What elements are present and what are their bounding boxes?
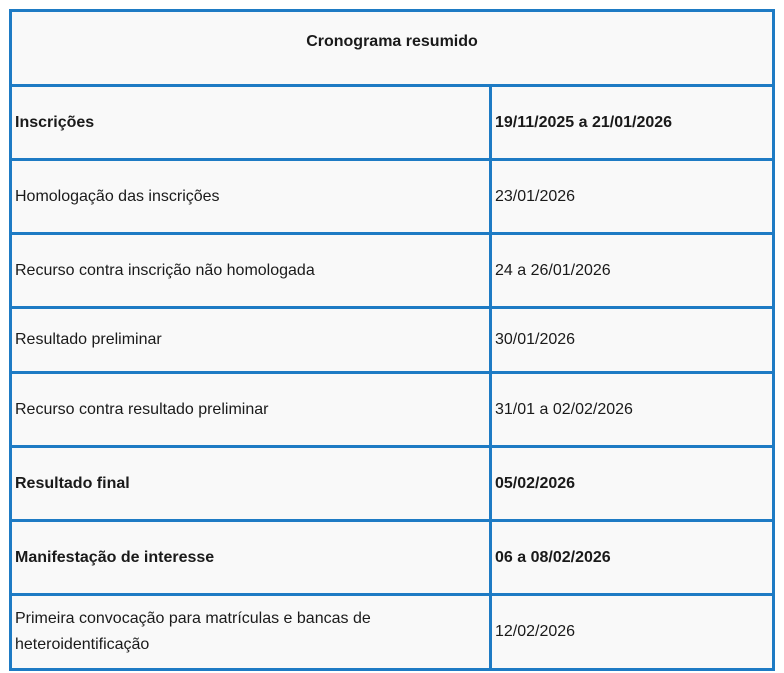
table-row — [11, 86, 774, 160]
table-row — [11, 521, 774, 595]
date-cell: 06 a 08/02/2026 — [491, 521, 774, 595]
date-cell: 31/01 a 02/02/2026 — [491, 373, 774, 447]
event-cell: Homologação das inscrições — [11, 160, 491, 234]
table-row — [11, 308, 774, 373]
date-cell: 30/01/2026 — [491, 308, 774, 373]
date-cell: 24 a 26/01/2026 — [491, 234, 774, 308]
event-cell: Manifestação de interesse — [11, 521, 491, 595]
event-cell: Recurso contra inscrição não homologada — [11, 234, 491, 308]
event-cell: Inscrições — [11, 86, 491, 160]
event-cell: Resultado final — [11, 447, 491, 521]
schedule-table — [9, 9, 775, 671]
date-cell: 19/11/2025 a 21/01/2026 — [491, 86, 774, 160]
table-row — [11, 234, 774, 308]
table-row — [11, 595, 774, 670]
event-cell: Resultado preliminar — [11, 308, 491, 373]
table-title-row — [11, 11, 774, 86]
event-cell: Primeira convocação para matrículas e bancas de heteroidentificação — [11, 595, 491, 670]
event-cell: Recurso contra resultado preliminar — [11, 373, 491, 447]
date-cell: 05/02/2026 — [491, 447, 774, 521]
table-title-cell — [11, 11, 774, 86]
schedule-table-container — [9, 9, 772, 671]
date-cell: 12/02/2026 — [491, 595, 774, 670]
table-row — [11, 373, 774, 447]
table-row — [11, 447, 774, 521]
table-title: Cronograma resumido — [306, 33, 478, 50]
table-row — [11, 160, 774, 234]
date-cell: 23/01/2026 — [491, 160, 774, 234]
